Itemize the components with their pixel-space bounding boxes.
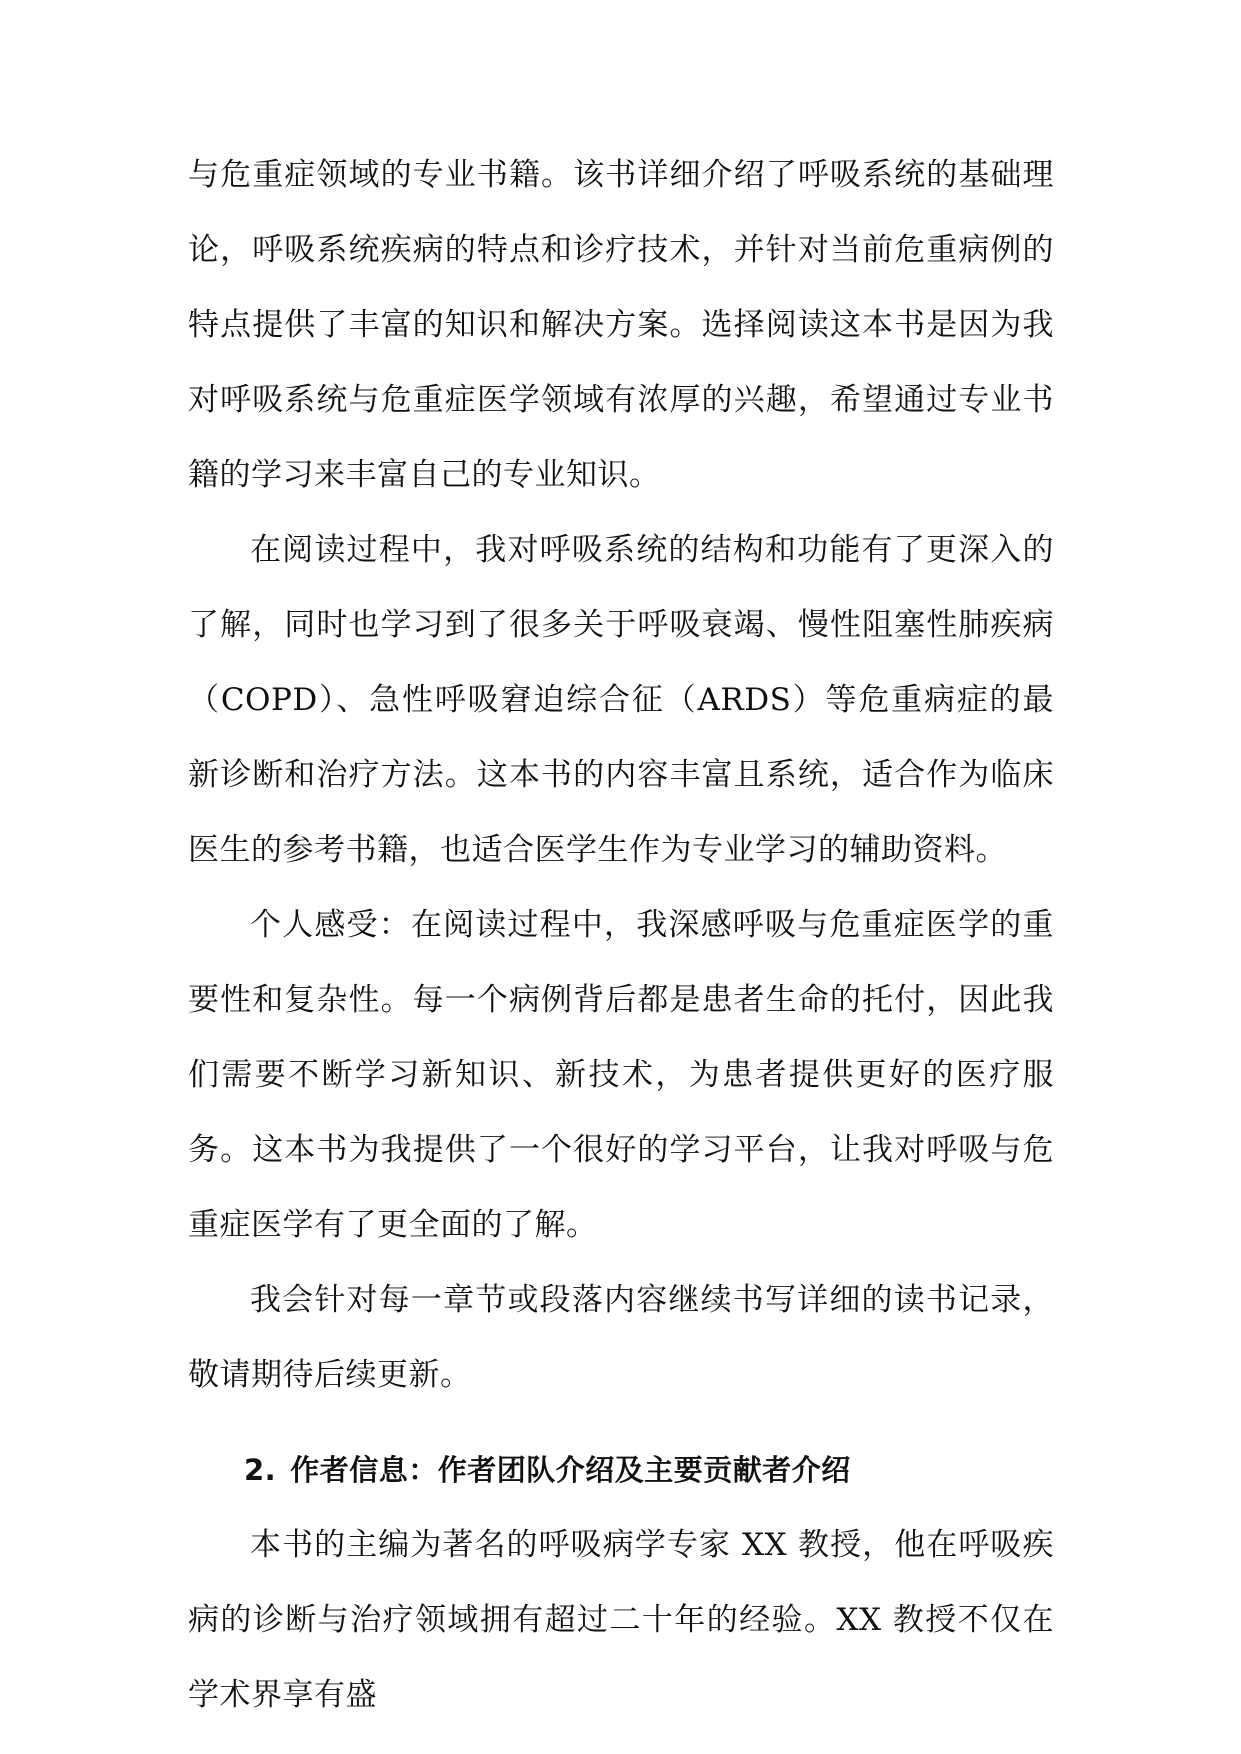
paragraph-future-notes: 我会针对每一章节或段落内容继续书写详细的读书记录，敬请期待后续更新。 — [188, 1282, 1054, 1393]
paragraph-author-intro: 本书的主编为著名的呼吸病学专家 XX 教授，他在呼吸疾病的诊断与治疗领域拥有超过二十年的经验。XX 教授不仅在学术界享有盛 — [188, 1527, 1054, 1713]
paragraph-personal-feeling: 个人感受：在阅读过程中，我深感呼吸与危重症医学的重要性和复杂性。每一个病例背后都是患者生命的托付，因此我们需要不断学习新知识、新技术，为患者提供更好的医疗服务。这本书为我提供了一个很好的学习平台，让我对呼吸与危重症医学有了更全面的了解。 — [188, 907, 1054, 1243]
document-body — [188, 138, 1054, 1733]
paragraph-reading-process: 在阅读过程中，我对呼吸系统的结构和功能有了更深入的了解，同时也学习到了很多关于呼吸衰竭、慢性阻塞性肺疾病（COPD）、急性呼吸窘迫综合征（ARDS）等危重病症的最新诊断和治疗方法。这本书的内容丰富且系统，适合作为临床医生的参考书籍，也适合医学生作为专业学习的辅助资料。 — [188, 532, 1054, 868]
paragraph-intro-continued: 与危重症领域的专业书籍。该书详细介绍了呼吸系统的基础理论，呼吸系统疾病的特点和诊疗技术，并针对当前危重病例的特点提供了丰富的知识和解决方案。选择阅读这本书是因为我对呼吸系统与危重症医学领域有浓厚的兴趣，希望通过专业书籍的学习来丰富自己的专业知识。 — [188, 157, 1054, 493]
section-title: 作者信息：作者团队介绍及主要贡献者介绍 — [290, 1453, 851, 1487]
section-heading — [188, 1433, 1054, 1508]
section-number: 2. — [244, 1453, 277, 1487]
